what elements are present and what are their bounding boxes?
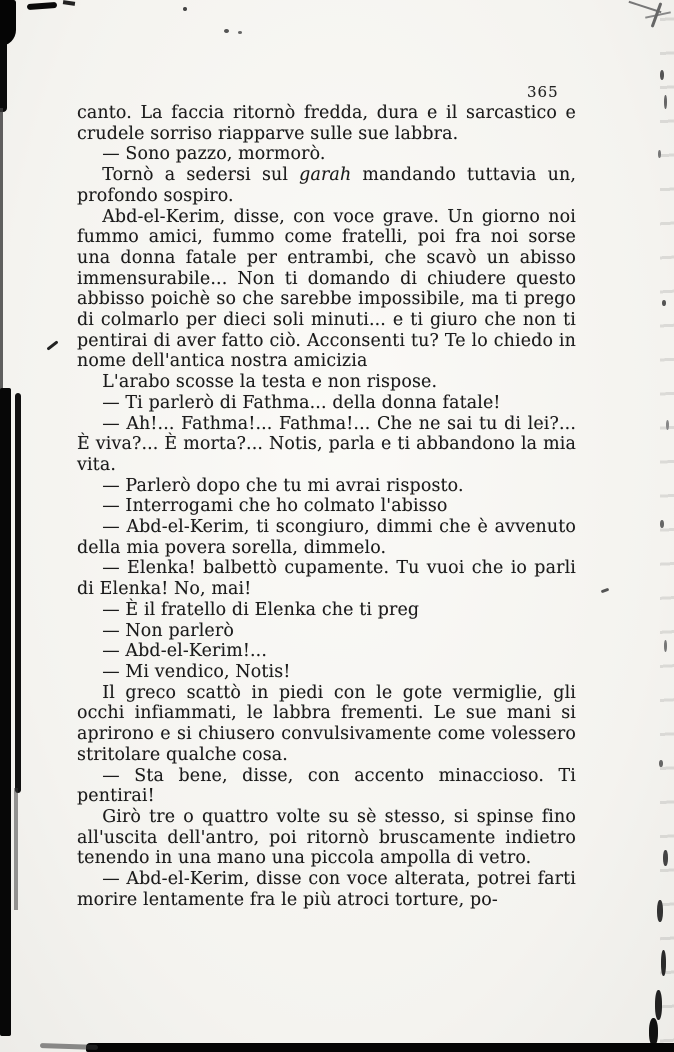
page-text-block	[77, 103, 576, 910]
scan-artifact-top-dot	[224, 29, 229, 33]
paragraph: Girò tre o quattro volte su sè stesso, si spinse fino all'uscita dell'antro, poi ritornò bruscamente indietro tenendo in una mano una piccola ampolla di vetro.	[77, 806, 576, 869]
scan-artifact-right-speckle	[664, 95, 667, 109]
paragraph: Tornò a sedersi sul garah mandando tuttavia un, profondo sospiro.	[77, 165, 577, 206]
scan-artifact-right-speckle	[657, 900, 663, 922]
paragraph: — Ah!... Fathma!... Fathma!... Che ne sai tu di lei?... È viva?... È morta?... Notis, parla e ti abbandono la mia vita.	[77, 413, 576, 475]
scan-artifact-top-dash-small	[63, 0, 75, 6]
paragraph: — Sono pazzo, mormorò.	[102, 144, 326, 165]
scan-artifact-right-speckle	[664, 640, 667, 652]
scan-artifact-right-speckle	[661, 950, 666, 976]
paragraph: — Sta bene, disse, con accento minaccioso. Ti pentirai!	[77, 765, 576, 807]
scan-artifact-right-speckle	[666, 420, 669, 430]
scan-artifact-bottom-bar	[86, 1043, 674, 1052]
scan-artifact-top-dot	[238, 31, 242, 34]
scan-artifact-bottom-smudge	[40, 1043, 98, 1050]
scan-artifact-left-second-bar	[15, 393, 21, 793]
paragraph: L'arabo scosse la testa e non rispose.	[102, 372, 438, 393]
paragraph: — Abd-el-Kerim, ti scongiuro, dimmi che è avvenuto della mia povera sorella, dimmelo.	[77, 517, 576, 558]
paragraph: — Non parlerò	[102, 620, 234, 641]
page-number: 365	[527, 83, 559, 101]
scan-artifact-right-speckle	[659, 760, 663, 767]
paragraph: — È il fratello di Elenka che ti preg	[102, 599, 420, 620]
paragraph: Il greco scattò in piedi con le gote vermiglie, gli occhi infiammati, le labbra frementi. Le sue mani si aprirono e si chiusero convulsivamente come volessero stritolare qualche cosa.	[77, 682, 576, 765]
paragraph: — Abd-el-Kerim, disse con voce alterata, potrei farti morire lentamente fra le più atroci torture, po-	[77, 869, 576, 910]
paragraph: canto. La faccia ritornò fredda, dura e il sarcastico e crudele sorriso riapparve sulle sue labbra.	[77, 103, 576, 144]
scan-artifact-margin-tick	[601, 588, 610, 594]
scan-artifact-right-speckle	[649, 1018, 658, 1046]
scan-artifact-right-speckle	[663, 850, 668, 866]
paragraph: Abd-el-Kerim, disse, con voce grave. Un giorno noi fummo amici, fummo come fratelli, poi fra noi sorse una donna fatale per entrambi, che scavò un abisso immensurabile... Non ti domando di chiudere questo abbisso poichè so che sarebbe impossibile, ma ti prego di colmarlo per dieci soli minuti... e ti giuro che non ti pentirai di aver fatto ciò. Acconsenti tu? Te lo chiedo in nome dell'antica nostra amicizia	[77, 206, 576, 372]
scan-artifact-left-thin-line	[0, 108, 3, 394]
scan-artifact-right-speckle	[660, 520, 664, 528]
scan-artifact-right-speckle	[660, 70, 664, 80]
scan-artifact-left-bar-fade	[14, 788, 18, 910]
scan-artifact-right-speckle	[658, 150, 661, 158]
paragraph: — Parlerò dopo che tu mi avrai risposto.	[102, 475, 464, 496]
scan-artifact-left-top-bar	[0, 40, 7, 112]
paragraph: — Interrogami che ho colmato l'abisso	[102, 496, 448, 517]
scan-artifact-right-speckle	[655, 990, 662, 1020]
scan-artifact-top-dash	[27, 2, 57, 10]
scan-artifact-margin-slash	[46, 340, 58, 350]
paragraph: — Mi vendico, Notis!	[102, 661, 291, 682]
scan-artifact-left-main-bar	[0, 388, 11, 1036]
paragraph: — Ti parlerò di Fathma... della donna fatale!	[102, 392, 501, 413]
paragraph: — Abd-el-Kerim!...	[102, 641, 268, 662]
scan-artifact-top-dot	[183, 7, 187, 11]
paragraph: — Elenka! balbettò cupamente. Tu vuoi che io parli di Elenka! No, mai!	[77, 558, 576, 600]
scan-artifact-right-speckle	[662, 300, 666, 306]
